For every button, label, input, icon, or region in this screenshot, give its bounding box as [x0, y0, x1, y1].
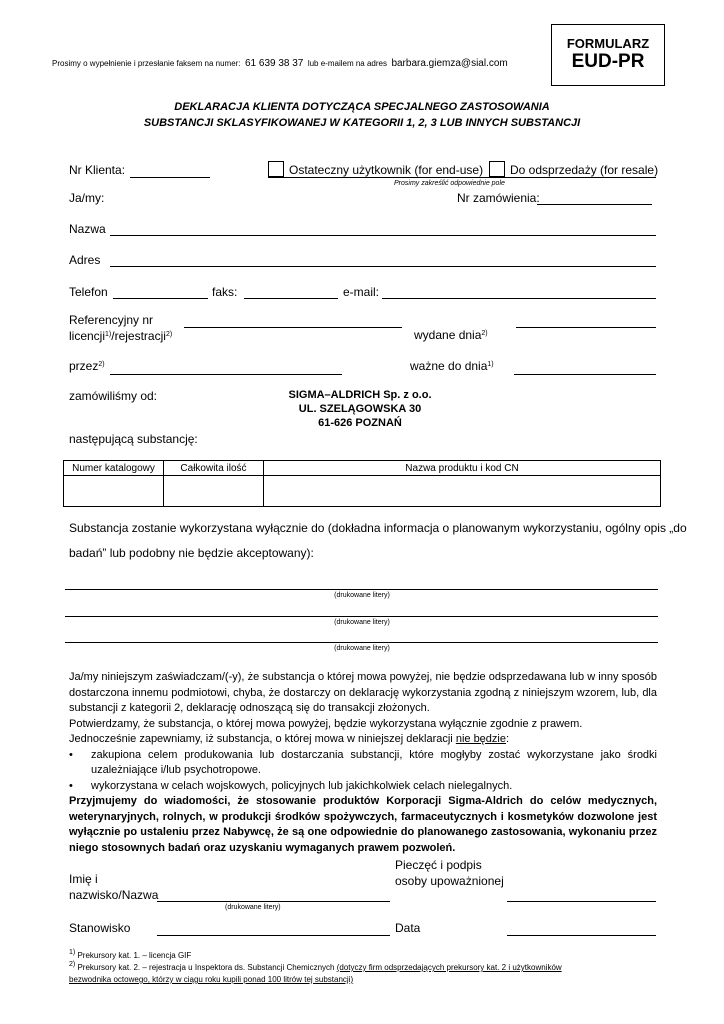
email-field[interactable]	[382, 298, 656, 299]
phone-label: Telefon	[69, 285, 108, 299]
address-field[interactable]	[110, 266, 656, 267]
fax-instruction	[52, 53, 508, 71]
usage-caption-2: (drukowane litery)	[334, 619, 390, 626]
ref-label	[69, 312, 172, 344]
form-code-box	[551, 24, 665, 86]
date-field[interactable]	[507, 935, 656, 936]
ref-label-line-2: licencji$^{1)}$/rejestracji$^{2)}$	[69, 329, 173, 343]
declaration-bullet-1: • zakupiona celem produkowania lub dostarczania substancji, które mogłyby zostać wykorzystane jako środki uzależniające i/lub psychotropowe.	[69, 748, 657, 776]
fax-prefix: Prosimy o wypełnienie i przesłanie faksem na numer:	[52, 59, 241, 68]
name-field[interactable]	[110, 235, 656, 236]
resale-label: Do odsprzedaży (for resale)	[510, 163, 659, 177]
email-label: e-mail:	[343, 285, 380, 299]
position-field[interactable]	[157, 935, 390, 936]
supplier-city: 61-626 POZNAŃ	[318, 417, 402, 429]
order-no-field[interactable]	[537, 204, 652, 205]
product-name-cell[interactable]	[264, 476, 661, 507]
date-label: Data	[395, 921, 421, 935]
following-substance-label: następującą substancję:	[69, 432, 198, 446]
column-header: Całkowita ilość	[164, 461, 264, 476]
client-no-field[interactable]	[130, 177, 210, 178]
end-use-label: Ostateczny użytkownik (for end-use)	[289, 163, 484, 177]
substance-table	[63, 460, 661, 507]
usage-field-1[interactable]	[65, 589, 658, 590]
usage-field-2[interactable]	[65, 616, 658, 617]
issued-date-field[interactable]	[516, 327, 656, 328]
valid-date-field[interactable]	[514, 374, 656, 375]
column-header: Nazwa produktu i kod CN	[264, 461, 661, 476]
table-row	[64, 476, 661, 507]
issued-label: wydane dnia$^{2)}$	[414, 328, 488, 342]
supplier-street: UL. SZELĄGOWSKA 30	[298, 403, 422, 415]
by-field[interactable]	[110, 374, 342, 375]
stamp-label: Pieczęć i podpis osoby upoważnionej	[395, 858, 504, 888]
address-label: Adres	[69, 253, 101, 267]
stamp-signature-field[interactable]	[507, 901, 656, 902]
email-address: barbara.giemza@sial.com	[391, 58, 508, 69]
resale-checkbox[interactable]	[489, 161, 505, 177]
supplier-name: SIGMA–ALDRICH Sp. z o.o.	[288, 389, 432, 401]
checkbox-row-line	[268, 177, 656, 178]
name-signature-field[interactable]	[157, 901, 390, 902]
valid-label: ważne do dnia$^{1)}$	[410, 359, 494, 373]
footnote-2-continued: bezwodnika octowego, którzy w ciągu roku kupili ponad 100 litrów tej substancji)	[69, 975, 354, 984]
usage-caption-1: (drukowane litery)	[334, 592, 390, 599]
by-label: przez$^{2)}$	[69, 359, 105, 373]
declaration-p4: Przyjmujemy do wiadomości, że stosowanie produktów Korporacji Sigma-Aldrich do celów medycznych, weterynaryjnych, rolnych, w produkcji środków spożywczych, farmaceutycznych i kosmetyków dozwolone jest wyłącznie po ustaleniu przez Nabywcę, że są one odpowiednie do planowanego zastosowania, wykonaniu przez niego stosownych badań oraz uzyskaniu wymaganych prawem pozwoleń.	[69, 795, 657, 854]
title-line-1: DEKLARACJA KLIENTA DOTYCZĄCA SPECJALNEGO ZASTOSOWANIA	[174, 101, 550, 113]
usage-field-3[interactable]	[65, 642, 658, 643]
column-header: Numer katalogowy	[64, 461, 164, 476]
catalog-number-cell[interactable]	[64, 476, 164, 507]
fax-field[interactable]	[244, 298, 338, 299]
phone-field[interactable]	[113, 298, 208, 299]
title-line-2: SUBSTANCJI SKLASYFIKOWANEJ W KATEGORII 1, 2, 3 LUB INNYCH SUBSTANCJI	[143, 117, 581, 129]
ordered-from-label: zamówiliśmy od:	[69, 389, 158, 403]
name-label: Nazwa	[69, 222, 106, 236]
fax-label: faks:	[212, 285, 238, 299]
name-caption: (drukowane litery)	[225, 904, 281, 911]
ref-no-field[interactable]	[184, 327, 402, 328]
form-label: FORMULARZ	[566, 36, 650, 51]
total-quantity-cell[interactable]	[164, 476, 264, 507]
name-signature-label: Imię i nazwisko/Nazwa	[69, 872, 159, 902]
position-label: Stanowisko	[69, 921, 131, 935]
usage-line-2: badań” lub podobny nie będzie akceptowany):	[69, 546, 314, 560]
we-label: Ja/my:	[69, 191, 105, 205]
end-use-checkbox[interactable]	[268, 161, 284, 177]
footnotes	[69, 950, 669, 986]
fax-number: 61 639 38 37	[244, 58, 304, 69]
declaration-p2: Potwierdzamy, że substancja, o której mowa powyżej, będzie wykorzystana wyłącznie zgodnie z prawem.	[69, 717, 583, 730]
client-no-label: Nr Klienta:	[69, 163, 126, 177]
table-header-row	[64, 461, 661, 476]
declaration-p3: Jednocześnie zapewniamy, iż substancja, o której mowa w niniejszej deklaracji nie będzie:	[69, 733, 510, 745]
usage-caption-3: (drukowane litery)	[334, 645, 390, 652]
form-code: EUD-PR	[571, 51, 645, 72]
declaration-text	[69, 670, 657, 856]
usage-line-1: Substancja zostanie wykorzystana wyłącznie do (dokładna informacja o planowanym wykorzystaniu, ogólny opis „do	[69, 521, 687, 535]
mark-hint: Prosimy zakreślić odpowiednie pole	[394, 180, 505, 187]
ref-label-line-1: Referencyjny nr	[69, 313, 154, 327]
footnote-2: $^{2)}$ Prekursory kat. 2. – rejestracja u Inspektora ds. Substancji Chemicznych (dotyczy firm odsprzedających prekursory kat. 2 i użytkowników	[69, 961, 562, 972]
declaration-p1: Ja/my niniejszym zaświadczam/(-y), że substancja o której mowa powyżej, nie będzie odsprzedawana lub w inny sposób dostarczona innemu podmiotowi, chyba, że dostarczy on deklarację wykorzystania zgodną z niniejszym wzorem, lub, dla substancji z kategorii 2, deklarację odnoszącą się do transakcji złożonych.	[69, 671, 657, 714]
email-mid: lub e-mailem na adres	[307, 59, 387, 68]
footnote-1: $^{1)}$ Prekursory kat. 1. – licencja GIF	[69, 949, 192, 960]
declaration-bullet-2: • wykorzystana w celach wojskowych, policyjnych lub jakichkolwiek celach nielegalnych.	[69, 779, 513, 792]
order-no-label: Nr zamówienia:	[457, 191, 540, 205]
